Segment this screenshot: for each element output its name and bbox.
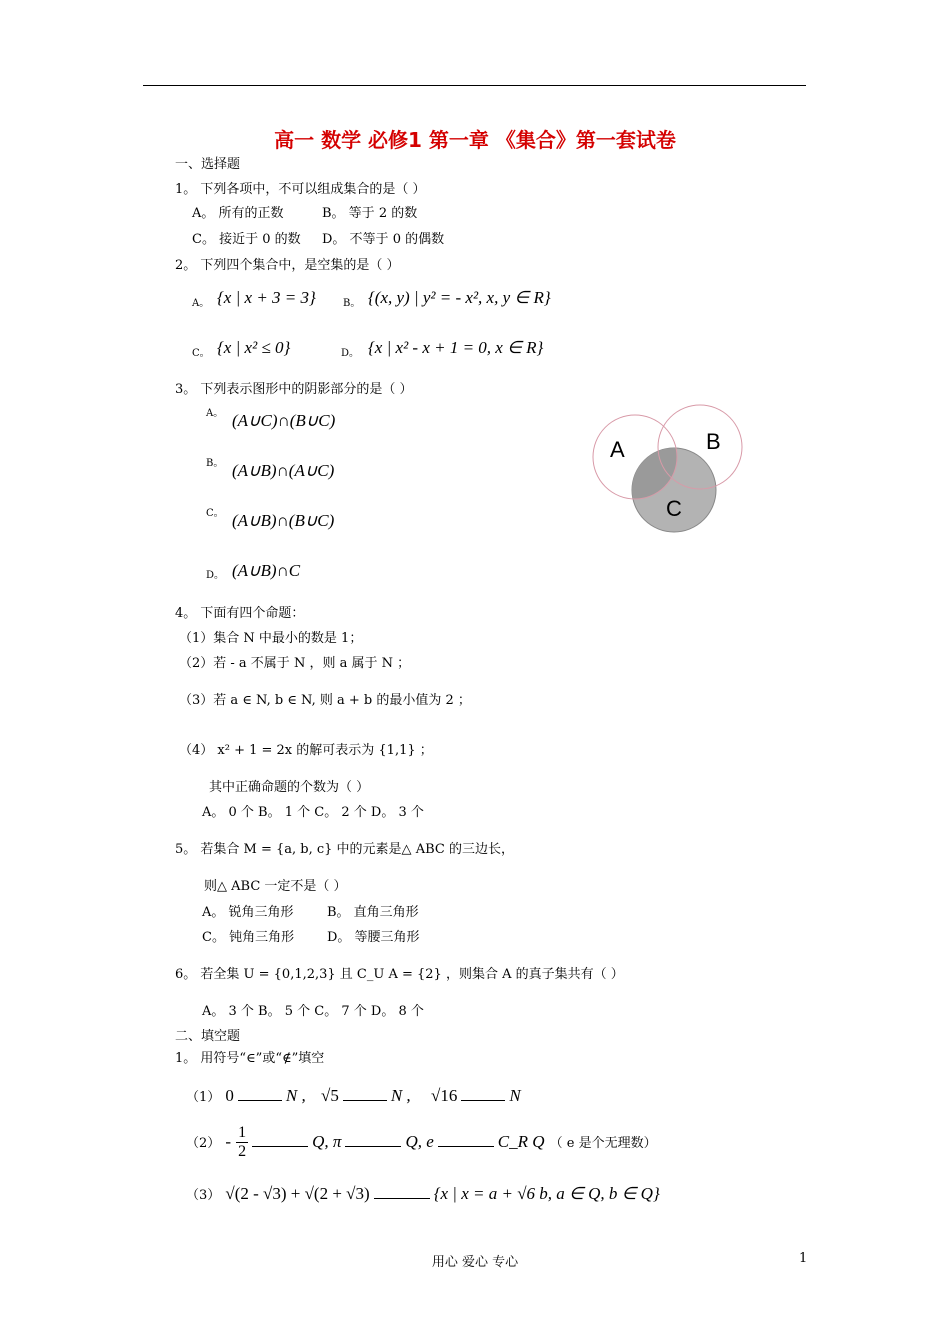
q1-option-c: C。 接近于 0 的数 bbox=[192, 232, 301, 247]
f1-blank-1b[interactable] bbox=[343, 1100, 387, 1101]
q3-option-d-label: D。 bbox=[206, 570, 225, 581]
footer-motto: 用心 爱心 专心 bbox=[431, 1255, 519, 1270]
f1-line-1-value-b: √5 bbox=[320, 1086, 339, 1105]
f1-line-2-fraction bbox=[236, 1124, 248, 1161]
f1-line-3 bbox=[186, 1184, 660, 1204]
f1-line-2-neg: - bbox=[225, 1132, 232, 1151]
section-fill-heading: 二、填空题 bbox=[175, 1029, 241, 1044]
q3-stem: 3。 下列表示图形中的阴影部分的是（ ） bbox=[175, 382, 413, 397]
q3-option-d: (A∪B)∩C bbox=[232, 561, 301, 580]
q5-stem: 5。 若集合 M = {a, b, c} 中的元素是△ ABC 的三边长， bbox=[175, 842, 514, 857]
q4-stem: 4。 下面有四个命题： bbox=[175, 606, 305, 621]
q4-proposition-1: （1）集合 N 中最小的数是 1； bbox=[179, 631, 363, 646]
fraction-numerator: 1 bbox=[238, 1124, 247, 1141]
q2-stem: 2。 下列四个集合中，是空集的是（ ） bbox=[175, 258, 400, 273]
q1-stem: 1。 下列各项中，不可以组成集合的是（ ） bbox=[175, 182, 426, 197]
q5-stem-2: 则△ ABC 一定不是（ ） bbox=[204, 879, 347, 894]
f1-line-2 bbox=[186, 1124, 657, 1161]
q1-option-a: A。 所有的正数 bbox=[192, 206, 284, 221]
q2-option-b: {(x, y) | y² = - x², x, y ∈ R} bbox=[368, 288, 551, 307]
q5-option-d: D。 等腰三角形 bbox=[327, 930, 420, 945]
f1-line-2-label: （2） bbox=[186, 1136, 221, 1151]
q2-option-a-label: A。 bbox=[192, 298, 210, 309]
q1-option-b: B。 等于 2 的数 bbox=[322, 206, 418, 221]
q6-options: A。 3 个 B。 5 个 C。 7 个 D。 8 个 bbox=[202, 1004, 424, 1019]
q2-option-c-label: C。 bbox=[192, 348, 210, 359]
f1-line-3-label: （3） bbox=[186, 1188, 221, 1203]
q2-option-b-label: B。 bbox=[343, 298, 361, 309]
venn-label-b: B bbox=[706, 429, 721, 454]
f1-line-1-value-c: √16 bbox=[431, 1086, 458, 1105]
f1-line-1-set-b: N , bbox=[390, 1086, 411, 1105]
f1-blank-2c[interactable] bbox=[438, 1146, 494, 1147]
f1-line-1-set-c: N bbox=[509, 1086, 521, 1105]
f1-line-1-set-a: N , bbox=[285, 1086, 306, 1105]
q2-option-d: {x | x² - x + 1 = 0, x ∈ R} bbox=[368, 338, 544, 357]
q3-option-c: (A∪B)∩(B∪C) bbox=[232, 511, 335, 530]
f1-stem: 1。 用符号“∈”或“∉”填空 bbox=[175, 1051, 325, 1066]
venn-diagram bbox=[590, 400, 750, 540]
q2-option-d-label: D。 bbox=[341, 348, 360, 359]
f1-line-2-q: Q, π bbox=[312, 1132, 342, 1151]
venn-label-a: A bbox=[610, 437, 625, 462]
q1-option-d: D。 不等于 0 的偶数 bbox=[322, 232, 445, 247]
q3-option-a-label: A。 bbox=[206, 408, 224, 419]
q5-option-c: C。 钝角三角形 bbox=[202, 930, 295, 945]
f1-line-3-set: {x | x = a + √6 b, a ∈ Q, b ∈ Q} bbox=[433, 1184, 660, 1203]
f1-blank-1a[interactable] bbox=[238, 1100, 282, 1101]
venn-label-c: C bbox=[666, 496, 682, 521]
f1-line-2-q2: Q, e bbox=[405, 1132, 434, 1151]
section-choice-heading: 一、选择题 bbox=[175, 157, 241, 172]
page-number: 1 bbox=[799, 1251, 808, 1266]
q4-ask: 其中正确命题的个数为（ ） bbox=[209, 780, 370, 795]
f1-line-3-expression: √(2 - √3) + √(2 + √3) bbox=[225, 1184, 370, 1203]
f1-line-1-value-a: 0 bbox=[225, 1086, 234, 1105]
q5-option-a: A。 锐角三角形 bbox=[202, 905, 294, 920]
q6-stem: 6。 若全集 U = {0,1,2,3} 且 C_U A = {2} ，则集合 A 的真子集共有（ ） bbox=[175, 967, 624, 982]
q3-option-b-label: B。 bbox=[206, 458, 224, 469]
q4-proposition-2: （2）若 - a 不属于 N ，则 a 属于 N ； bbox=[179, 656, 411, 671]
q4-proposition-3: （3）若 a ∈ N, b ∈ N, 则 a + b 的最小值为 2 ； bbox=[179, 693, 471, 708]
f1-blank-2a[interactable] bbox=[252, 1146, 308, 1147]
f1-blank-2b[interactable] bbox=[345, 1146, 401, 1147]
q3-option-c-label: C。 bbox=[206, 508, 224, 519]
f1-line-1-label: （1） bbox=[186, 1090, 221, 1105]
f1-line-1 bbox=[186, 1086, 521, 1106]
f1-line-2-set: C_R Q bbox=[497, 1132, 545, 1151]
f1-line-2-note: （ e 是个无理数） bbox=[549, 1136, 657, 1151]
f1-blank-1c[interactable] bbox=[461, 1100, 505, 1101]
header-rule bbox=[143, 85, 806, 86]
page-title: 高一 数学 必修1 第一章 《集合》第一套试卷 bbox=[274, 128, 676, 152]
q3-option-a: (A∪C)∩(B∪C) bbox=[232, 411, 336, 430]
q4-options: A。 0 个 B。 1 个 C。 2 个 D。 3 个 bbox=[202, 805, 424, 820]
q5-option-b: B。 直角三角形 bbox=[327, 905, 419, 920]
q2-option-c: {x | x² ≤ 0} bbox=[217, 338, 291, 357]
q4-proposition-4: （4） x² + 1 = 2x 的解可表示为 {1,1} ； bbox=[179, 743, 433, 758]
q2-option-a: {x | x + 3 = 3} bbox=[217, 288, 316, 307]
q3-option-b: (A∪B)∩(A∪C) bbox=[232, 461, 335, 480]
fraction-denominator: 2 bbox=[238, 1143, 247, 1160]
f1-blank-3[interactable] bbox=[374, 1198, 430, 1199]
